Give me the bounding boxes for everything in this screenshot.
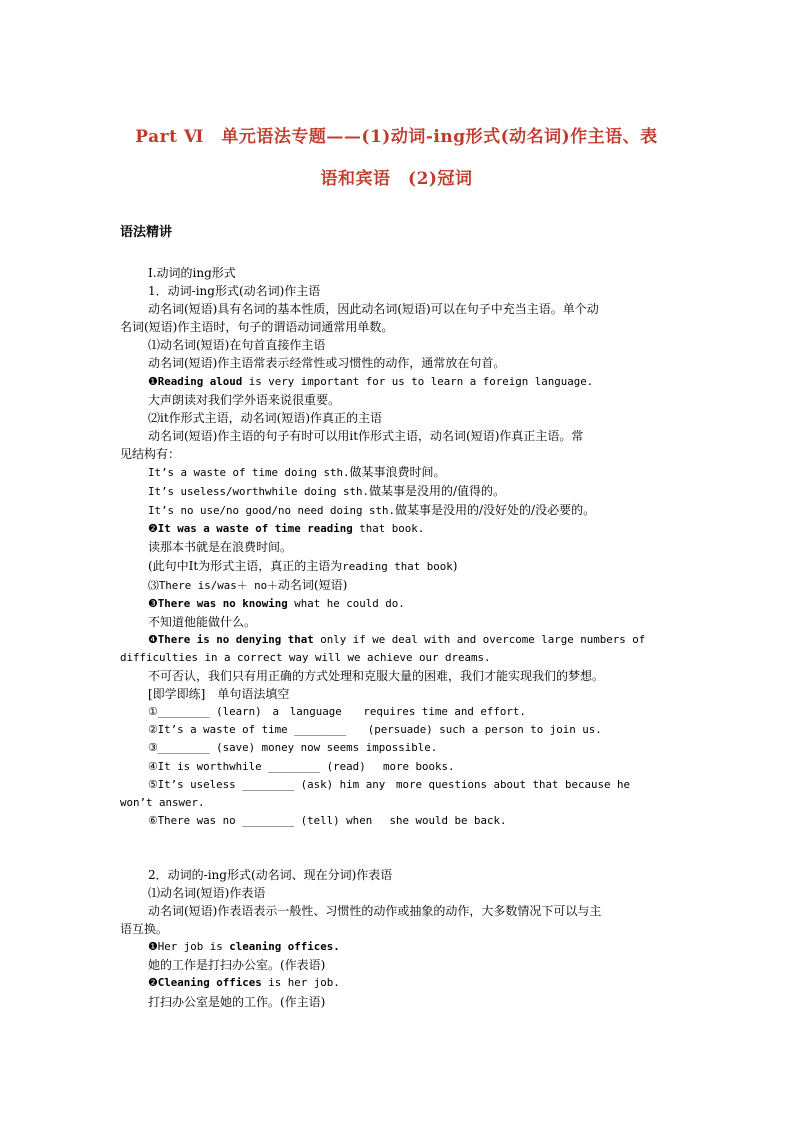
- exercise-question: ④It is worthwhile ________ (read) more books.: [148, 759, 455, 773]
- note-text: (此句中It为形式主语，真正的主语为: [148, 558, 343, 573]
- example-translation: 不可否认，我们只有用正确的方式处理和克服大量的困难，我们才能实现我们的梦想。: [148, 669, 605, 684]
- example-rest: what he could do.: [287, 596, 405, 610]
- page-title-line-2: 语和宾语 (2)冠词: [320, 169, 473, 189]
- example-number: ❸: [148, 596, 158, 610]
- subheading-cn: 动名词(短语): [277, 577, 348, 592]
- structure-cn: 做某事是没用的/没好处的/没必要的。: [395, 503, 596, 518]
- paragraph-line: 动名词(短语)作主语的句子有时可以用it作形式主语，动名词(短语)作真正主语。常: [148, 428, 584, 443]
- structure-cn: 做某事是没用的/值得的。: [369, 484, 506, 499]
- structure-line: [120, 463, 676, 482]
- example-sentence: [120, 631, 676, 649]
- subheading: ⑴动名词(短语)在句首直接作主语: [148, 338, 326, 353]
- example-note: [120, 557, 676, 576]
- example-bold: Reading aloud: [157, 374, 243, 388]
- structure-en: It’s a waste of time doing sth.: [148, 466, 350, 480]
- section-heading: 语法精讲: [120, 225, 173, 240]
- example-bold: Cleaning offices: [157, 976, 262, 990]
- example-translation: 她的工作是打扫办公室。(作表语): [148, 958, 326, 973]
- example-sentence: [120, 938, 676, 956]
- example-number: ❹: [148, 632, 158, 646]
- example-number: ❷: [148, 976, 158, 990]
- exercise-question: ⑥There was no ________ (tell) when she would be back.: [148, 813, 507, 827]
- example-rest: that book.: [352, 522, 425, 536]
- exercise-question-cont: won’t answer.: [120, 795, 205, 809]
- example-sentence: [120, 974, 676, 992]
- example-rest: only if we deal with and overcome large numbers of: [313, 632, 646, 646]
- note-en: reading that book: [342, 559, 453, 573]
- structure-en: It’s no use/no good/no need doing sth.: [148, 504, 396, 518]
- heading-2: 2．动词的-ing形式(动名词、现在分词)作表语: [148, 867, 393, 882]
- paragraph-line: 名词(短语)作主语时，句子的谓语动词通常用单数。: [120, 320, 394, 335]
- example-translation: 大声朗读对我们学外语来说很重要。: [148, 392, 341, 407]
- paragraph-line: 见结构有：: [120, 446, 181, 461]
- example-bold: It was a waste of time reading: [157, 522, 353, 536]
- subheading-en: ⑶There is/was＋ no＋: [148, 578, 278, 592]
- structure-en: It’s useless/worthwhile doing sth.: [148, 485, 370, 499]
- paragraph-line: 语互换。: [120, 922, 169, 937]
- example-translation: 读那本书就是在浪费时间。: [148, 540, 293, 555]
- example-rest: Her job is: [157, 940, 230, 954]
- example-sentence: [120, 595, 676, 613]
- example-number: ❶: [148, 374, 158, 388]
- example-number: ❷: [148, 522, 158, 536]
- exercise-question: ⑤It’s useless ________ (ask) him any more questions about that because he: [148, 777, 630, 791]
- example-sentence: [120, 520, 676, 538]
- spacer: [120, 830, 676, 866]
- example-bold: There was no knowing: [157, 596, 288, 610]
- paragraph-line: 动名词(短语)作表语表示一般性、习惯性的动作或抽象的动作，大多数情况下可以与主: [148, 904, 602, 919]
- structure-line: [120, 501, 676, 520]
- paragraph-line: 动名词(短语)具有名词的基本性质，因此动名词(短语)可以在句子中充当主语。单个动: [148, 302, 599, 317]
- heading-1: 1．动词-ing形式(动名词)作主语: [148, 284, 321, 299]
- example-rest: is very important for us to learn a foreign language.: [242, 374, 594, 388]
- example-translation: 不知道他能做什么。: [148, 614, 257, 629]
- example-translation: 打扫办公室是她的工作。(作主语): [148, 994, 326, 1009]
- subheading: ⑵it作形式主语，动名词(短语)作真正的主语: [148, 410, 383, 425]
- subheading: ⑴动名词(短语)作表语: [148, 886, 266, 900]
- exercise-question: ③________ (save) money now seems impossible.: [148, 741, 438, 755]
- example-bold: There is no denying that: [157, 632, 314, 646]
- structure-line: [120, 482, 676, 501]
- subheading: [120, 576, 676, 595]
- example-bold: cleaning offices.: [229, 940, 340, 954]
- example-sentence: [120, 373, 676, 391]
- note-text: ): [452, 558, 458, 573]
- practice-heading: [即学即练] 单句语法填空: [148, 687, 290, 702]
- structure-cn: 做某事浪费时间。: [349, 465, 446, 480]
- example-rest: is her job.: [261, 976, 340, 990]
- example-number: ❶: [148, 940, 158, 954]
- heading-roman-1: Ⅰ.动词的ing形式: [148, 266, 236, 280]
- exercise-question: ②It’s a waste of time ________ (persuade) such a person to join us.: [148, 723, 602, 737]
- exercise-question: ①________ (learn) a language requires time and effort.: [148, 705, 526, 719]
- example-sentence-cont: difficulties in a correct way will we achieve our dreams.: [120, 650, 491, 664]
- paragraph-line: 动名词(短语)作主语常表示经常性或习惯性的动作，通常放在句首。: [148, 356, 506, 371]
- document-body: [120, 264, 676, 1011]
- page-title-line-1: Part Ⅵ 单元语法专题——(1)动词-ing形式(动名词)作主语、表: [135, 127, 658, 147]
